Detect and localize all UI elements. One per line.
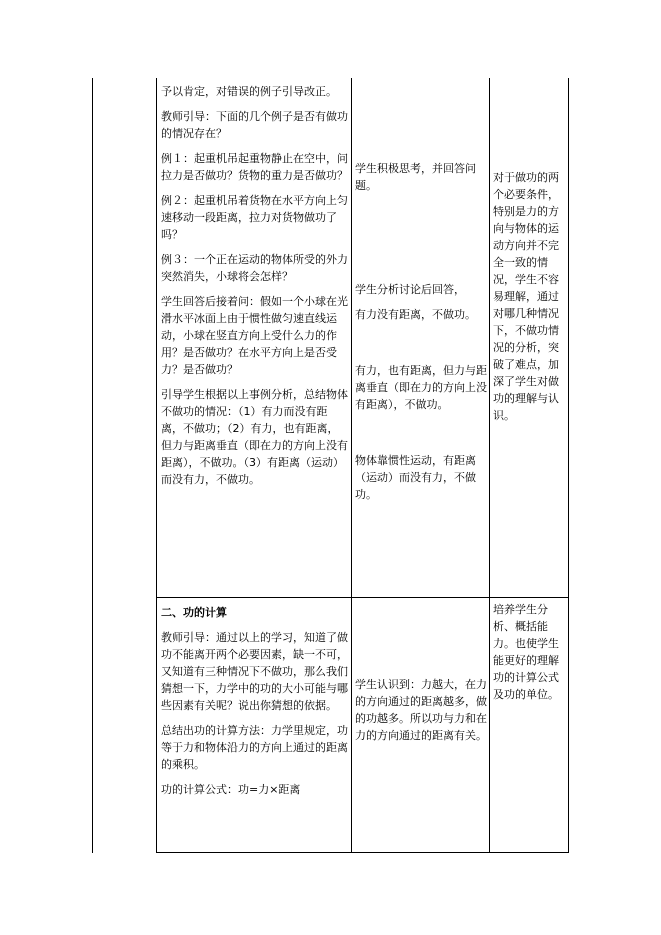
paragraph: 例１：起重机吊起重物静止在空中，问拉力是否做功？货物的重力是否做功？ xyxy=(161,152,348,182)
paragraph: 有力，也有距离，但力与距离垂直（即在力的方向上没有距离），不做功。 xyxy=(355,364,487,411)
paragraph: 对于做功的两个必要条件，特别是力的方向与物体的运动方向并不完全一致的情况，学生不容易理解，通过对哪几种情况下，不做功情况的分析，突破了难点，加深了学生对做功的理解与认识。 xyxy=(493,171,559,422)
paragraph: 学生分析讨论后回答， xyxy=(355,283,465,296)
table-bottom-border xyxy=(156,852,569,853)
design-intent-cell xyxy=(493,169,566,432)
paragraph: 例２：起重机吊着货物在水平方向上匀速移动一段距离，拉力对货物做功了吗？ xyxy=(161,194,348,241)
student-activity-cell xyxy=(355,362,487,421)
paragraph: 教师引导：通过以上的学习，知道了做功不能离开两个必要因素，缺一不可，又知道有三种情况下不做功，那么我们猜想一下，力学中的功的大小可能与哪些因素有关呢？说出你猜想的依据。 xyxy=(161,631,348,712)
student-activity-cell xyxy=(355,452,487,511)
table-right-border xyxy=(568,78,569,853)
paragraph: 总结出功的计算方法：力学里规定，功等于力和物体沿力的方向上通过的距离的乘积。 xyxy=(161,724,348,771)
row-divider xyxy=(156,597,569,598)
paragraph: 有力没有距离，不做功。 xyxy=(355,308,476,321)
paragraph: 学生回答后接着问：假如一个小球在光滑水平冰面上由于惯性做匀速直线运动，小球在竖直方向上受什么力的作用？是否做功？在水平方向上是否受力？是否做功？ xyxy=(161,295,348,376)
paragraph: 引导学生根据以上事例分析，总结物体不做功的情况：（1）有力而没有距离，不做功；（2）有力，也有距离，但力与距离垂直（即在力的方向上没有距离），不做功。（3）有距离（运动）而没有力，不做功。 xyxy=(161,388,348,486)
paragraph: 学生认识到：力越大，在力的方向通过的距离越多，做的功越多。所以功与力和在力的方向通过的距离有关。 xyxy=(355,678,487,742)
column-divider xyxy=(351,78,352,853)
paragraph: 功的计算公式：功=力×距离 xyxy=(161,783,301,796)
student-activity-cell xyxy=(355,676,487,752)
table-left-border xyxy=(92,78,93,853)
design-intent-cell xyxy=(493,601,566,711)
student-activity-cell xyxy=(355,160,487,202)
column-divider xyxy=(156,78,157,853)
teacher-activity-cell xyxy=(161,83,348,496)
section-heading: 二、功的计算 xyxy=(161,606,227,619)
column-divider xyxy=(489,78,490,853)
student-activity-cell xyxy=(355,281,487,331)
paragraph: 学生积极思考，并回答问题。 xyxy=(355,162,476,192)
paragraph: 教师引导：下面的几个例子是否有做功的情况存在？ xyxy=(161,110,348,140)
paragraph: 物体靠惯性运动，有距离（运动）而没有力，不做功。 xyxy=(355,454,476,501)
paragraph: 培养学生分析、概括能力。也使学生能更好的理解功的计算公式及功的单位。 xyxy=(493,603,559,701)
paragraph: 予以肯定，对错误的例子引导改正。 xyxy=(161,85,337,98)
teacher-activity-cell xyxy=(161,604,348,806)
paragraph: 例３：一个正在运动的物体所受的外力突然消失，小球将会怎样？ xyxy=(161,253,348,283)
